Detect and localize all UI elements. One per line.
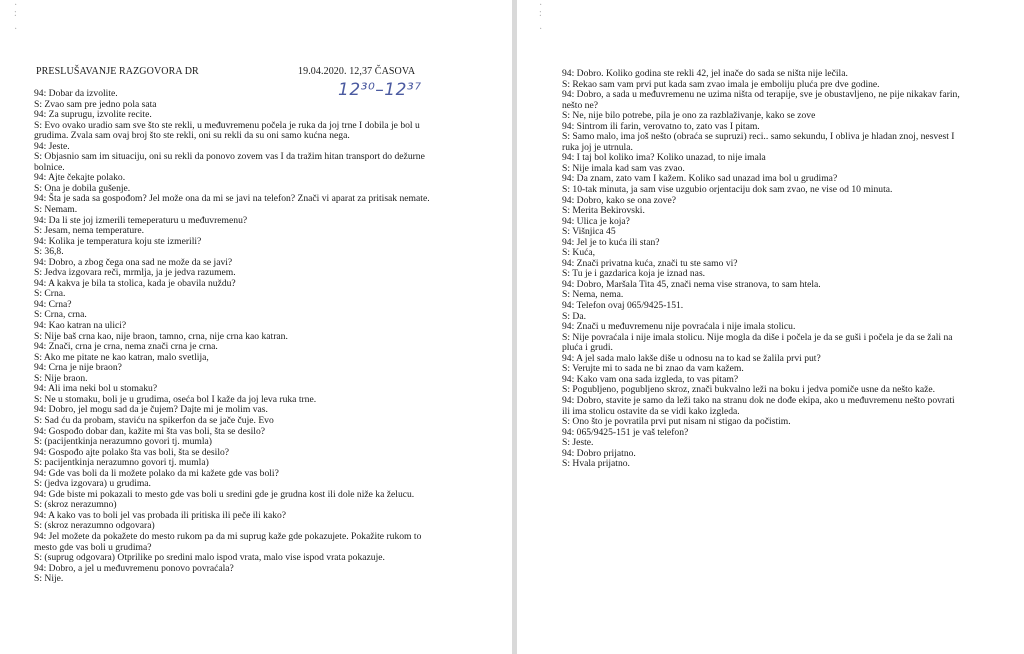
transcript-line: S: Sad ću da probam, staviću na spikerfon da se jače čuje. Evo [34,414,274,426]
transcript-line: S: Višnjica 45 [562,226,616,238]
transcript-line: S: Evo ovako uradio sam sve što ste rekli, u međuvremenu počela je ruka da joj trne I dobila je bol u [34,119,420,131]
transcript-line: 94: A jel sada malo lakše diše u odnosu na to kad se žalila prvi put? [562,352,821,364]
transcript-line: 94: Gospođo ajte polako šta vas boli, šta se desilo? [34,446,230,458]
transcript-line: S: Zvao sam pre jedno pola sata [34,98,157,110]
transcript-line: 94: Kako vam ona sada izgleda, to vas pitam? [562,373,739,385]
transcript-line: bolnice. [34,161,65,173]
transcript-line: 94: Kao katran na ulici? [34,320,127,332]
transcript-line: 94: Gospođo dobar dan, kažite mi šta vas boli, šta se desilo? [34,425,266,437]
transcript-line: 94: Crna? [34,298,72,310]
transcript-line: 94: 065/9425-151 je vaš telefon? [562,426,689,438]
transcript-line: S: Nema, nema. [562,289,624,301]
transcript-line: 94: Dobro, Maršala Tita 45, znači nema vise stranova, to sam htela. [562,278,821,290]
transcript-line: 94: I taj bol koliko ima? Koliko unazad, to nije imala [562,152,766,164]
transcript-line: 94: Gde vas boli da li možete polako da mi kažete gde vas boli? [34,467,279,479]
transcript-line: S: 36,8. [34,246,64,258]
transcript-line: S: (skroz nerazumno) [34,499,117,511]
transcript-line: 94: Dobar da izvolite. [34,88,118,99]
transcript-line: 94: Dobro, kako se ona zove? [562,194,677,206]
transcript-line: 94: Jel je to kuća ili stan? [562,236,660,248]
transcript-line: S: (pacijentkinja nerazumno govori tj. mumla) [34,436,212,448]
transcript-line: S: Crna. [34,288,66,300]
transcript-line: S: Jesam, nema temperature. [34,225,145,237]
transcript-line: pluća i grudi. [562,342,613,354]
transcript-line: S: Nije. [34,573,64,585]
transcript-line: 94: Šta je sada sa gospođom? Jel može ona da mi se javi na telefon? Znači vi aparat za pritisak nemate. [34,193,430,205]
transcript-line: S: Jeste. [562,437,594,449]
transcript-line: S: Pogubljeno, pogubljeno skroz, znači bukvalno leži na boku i jedva pomiče usne da nešto kaže. [562,384,935,396]
transcript-line: 94: Znači, crna je crna, nema znači crna je crna. [34,341,218,353]
transcript-line: S: Nije baš crna kao, nije braon, tamno, crna, nije crna kao katran. [34,330,288,342]
transcript-line: S: Hvala prijatno. [562,458,630,470]
transcript-line: 94: Da li ste joj izmerili temeperaturu u međuvremenu? [34,214,248,226]
transcript-line: 94: Telefon ovaj 065/9425-151. [562,300,684,312]
transcript-line: S: Tu je i gazdarica koja je iznad nas. [562,268,706,280]
transcript-line: 94: Ajte čekajte polako. [34,172,126,184]
transcript-line: S: (skroz nerazumno odgovara) [34,520,155,532]
transcript-line: S: Da. [562,310,586,322]
transcript-left-column [34,89,454,585]
document-title: PRESLUŠAVANJE RAZGOVORA DR [36,66,199,77]
transcript-line: 94: Jeste. [34,140,70,152]
document-page-right [517,0,1024,654]
transcript-line: S: pacijentkinja nerazumno govori tj. mumla) [34,457,209,469]
transcript-line: ili ima stolicu ostavite da se vidi kako izgleda. [562,405,740,417]
transcript-line: 94: Crna je nije braon? [34,362,122,374]
transcript-line: 94: Dobro, a sada u međuvremenu ne uzima ništa od terapije, sve je obustavljeno, ne pije nikakav farin, [562,89,960,101]
transcript-line: S: Jedva izgovara reči, mrmlja, ja je jedva razumem. [34,267,236,279]
handwritten-time-note: 12³⁰–12³⁷ [338,80,422,100]
transcript-line: S: Merita Bekirovski. [562,205,645,217]
document-date: 19.04.2020. 12,37 ČASOVA [298,66,416,77]
transcript-line: S: Kuća, [562,247,596,259]
transcript-line: mesto gde vas boli u grudima? [34,541,152,553]
transcript-line: S: Ono što je povratila prvi put nisam ni stigao da počistim. [562,416,791,428]
transcript-line: S: Ona je dobila gušenje. [34,182,131,194]
transcript-line: 94: Jel možete da pokažete do mesto rukom pa da mi suprug kaže gde pokazujete. Pokažite rukom to [34,530,422,542]
transcript-line: S: Samo malo, ima još nešto (obraća se supruzi) reci.. samo sekundu, I obliva je hladan znoj, nesvest I [562,131,955,143]
transcript-line: nešto ne? [562,99,598,111]
transcript-line: 94: Sintrom ili farin, verovatno to, zato vas I pitam. [562,120,760,132]
transcript-line: S: Nije imala kad sam vas zvao. [562,162,685,174]
transcript-line: 94: Dobro. Koliko godina ste rekli 42, jel inače do sada se ništa nije lečila. [562,68,848,79]
transcript-line: 94: Ulica je koja? [562,215,630,227]
transcript-line: S: Nije braon. [34,372,88,384]
transcript-line: grudima. Zvala sam ovaj broj što ste rekli, oni su rekli da su oni samo kućna nega. [34,130,350,142]
transcript-line: 94: Ali ima neki bol u stomaku? [34,383,158,395]
transcript-line: 94: Dobro, stavite je samo da leži tako na stranu dok ne dođe ekipa, ako u međuvremenu nešto povrati [562,394,955,406]
transcript-line: S: Ne u stomaku, boli je u grudima, oseća bol I kaže da joj leva ruka trne. [34,393,317,405]
transcript-line: 94: Znači u međuvremenu nije povraćala i nije imala stolicu. [562,321,796,333]
transcript-line: S: Rekao sam vam prvi put kada sam zvao imala je emboliju pluća pre dve godine. [562,78,880,90]
transcript-line: 94: Kolika je temperatura koju ste izmerili? [34,235,202,247]
transcript-line: 94: Dobro prijatno. [562,447,636,459]
transcript-line: 94: Dobro, a jel u međuvremenu ponovo povraćala? [34,562,234,574]
transcript-line: ruka joj je utrnula. [562,141,633,153]
transcript-line: S: Crna, crna. [34,309,87,321]
transcript-line: S: 10-tak minuta, ja sam vise uzgubio orjentaciju dok sam zvao, ne vise od 10 minuta. [562,184,893,196]
transcript-right-column [562,69,972,470]
transcript-line: 94: Znači privatna kuća, znači tu ste samo vi? [562,257,738,269]
transcript-line: S: (suprug odgovara) Otprilike po sredini malo ispod vrata, malo vise ispod vrata pokazuje. [34,552,385,564]
transcript-line: S: Ne, nije bilo potrebe, pila je ono za razblaživanje, kako se zove [562,110,816,122]
transcript-line: 94: Gde biste mi pokazali to mesto gde vas boli u sredini gde je grudna kost ili dole niže ka želucu. [34,488,415,500]
scan-artifact: · : · [539,0,543,35]
transcript-line: 94: Dobro, jel mogu sad da je čujem? Dajte mi je molim vas. [34,404,268,416]
scan-artifact: · : · [14,0,18,35]
transcript-line: 94: Za suprugu, izvolite recite. [34,109,152,121]
transcript-line: 94: A kako vas to boli jel vas probada ili pritiska ili peče ili kako? [34,509,287,521]
transcript-line: S: Nemam. [34,204,78,216]
transcript-line: 94: Dobro, a zbog čega ona sad ne može da se javi? [34,256,233,268]
transcript-line: 94: Da znam, zato vam I kažem. Koliko sad unazad ima bol u grudima? [562,173,838,185]
transcript-line: S: Objasnio sam im situaciju, oni su rekli da ponovo zovem vas I da tražim hitan transport do dežurne [34,151,425,163]
transcript-line: 94: A kakva je bila ta stolica, kada je obavila nuždu? [34,277,236,289]
transcript-line: S: Verujte mi to sada ne bi znao da vam kažem. [562,363,744,375]
transcript-line: S: Ako me pitate ne kao katran, malo svetlija, [34,351,209,363]
transcript-line: S: (jedva izgovara) u grudima. [34,478,151,490]
transcript-line: S: Nije povraćala i nije imala stolicu. Nije mogla da diše i počela je da se guši i počela je da se žali na [562,331,953,343]
